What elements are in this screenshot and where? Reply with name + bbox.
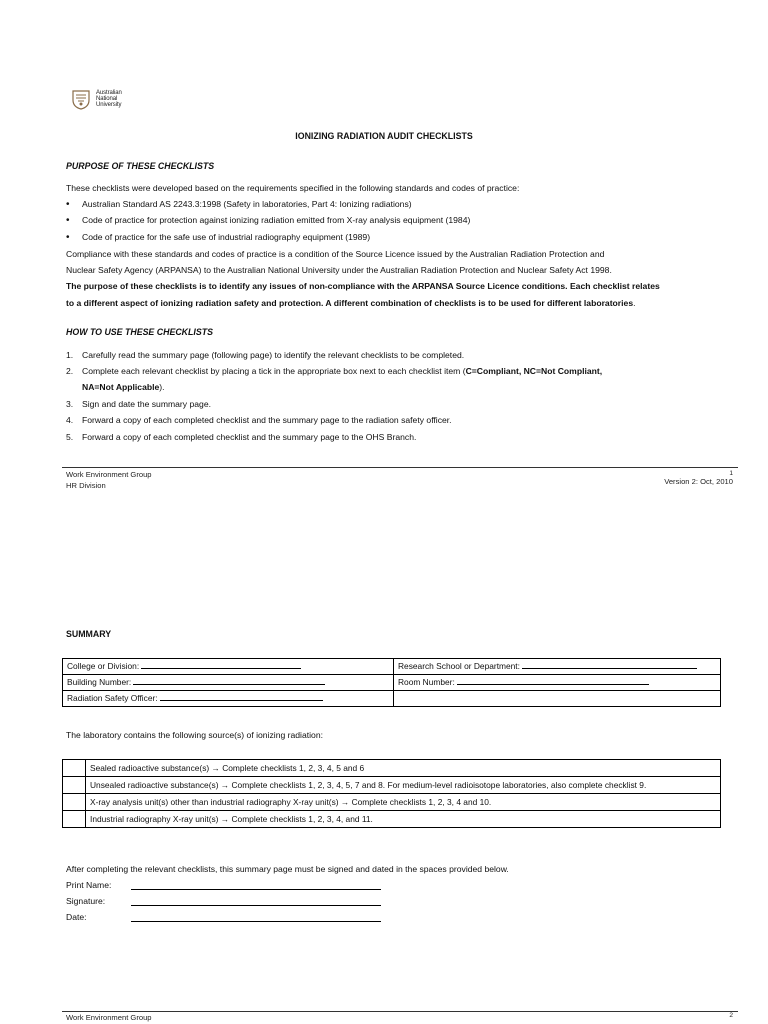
step-number: 2.: [66, 366, 74, 376]
step-number: 5.: [66, 432, 74, 442]
howto-heading: HOW TO USE THESE CHECKLISTS: [66, 327, 213, 337]
bullet-icon: •: [66, 232, 70, 243]
footer-divider: [62, 467, 738, 468]
print-name-label: Print Name:: [66, 880, 112, 890]
footer-group: Work Environment Group: [66, 470, 152, 479]
college-field[interactable]: College or Division:: [63, 659, 394, 675]
source-checkbox[interactable]: [63, 760, 86, 777]
source-desc: Unsealed radioactive substance(s) → Complete checklists 1, 2, 3, 4, 5, 7 and 8. For medium-level radioisotope laboratories, also complete checklist 9.: [86, 777, 721, 794]
step-text: Forward a copy of each completed checklist and the summary page to the OHS Branch.: [82, 432, 417, 442]
purpose-statement-line: to a different aspect of ionizing radiation safety and protection. A different combination of checklists is to be used for different laboratories.: [66, 298, 636, 308]
research-school-field[interactable]: Research School or Department:: [394, 659, 721, 675]
source-desc: X-ray analysis unit(s) other than industrial radiography X-ray unit(s) → Complete checklists 1, 2, 3, 4 and 10.: [86, 794, 721, 811]
sources-intro: The laboratory contains the following source(s) of ionizing radiation:: [66, 730, 323, 740]
footer-version: Version 2: Oct, 2010: [664, 477, 733, 486]
source-checkbox[interactable]: [63, 794, 86, 811]
footer-group: Work Environment Group: [66, 1013, 152, 1022]
signoff-intro: After completing the relevant checklists, this summary page must be signed and dated in the spaces provided below.: [66, 864, 509, 874]
footer-page-number: 2: [729, 1012, 733, 1019]
signature-label: Signature:: [66, 896, 106, 906]
crest-icon: [70, 88, 92, 110]
building-field[interactable]: Building Number:: [63, 675, 394, 691]
lab-details-table: [62, 658, 721, 707]
summary-heading: SUMMARY: [66, 629, 112, 639]
source-desc: Industrial radiography X-ray unit(s) → Complete checklists 1, 2, 3, 4, and 11.: [86, 811, 721, 828]
step-text-cont: NA=Not Applicable).: [82, 382, 165, 392]
step-text: Carefully read the summary page (following page) to identify the relevant checklists to be completed.: [82, 350, 465, 360]
room-field[interactable]: Room Number:: [394, 675, 721, 691]
step-number: 4.: [66, 415, 74, 425]
source-desc: Sealed radioactive substance(s) → Complete checklists 1, 2, 3, 4, 5 and 6: [86, 760, 721, 777]
university-logo: [70, 88, 122, 110]
signature-line[interactable]: [131, 905, 381, 906]
empty-cell: [394, 691, 721, 707]
standard-item: Australian Standard AS 2243.3:1998 (Safety in laboratories, Part 4: Ionizing radiations): [82, 199, 412, 209]
step-text: Forward a copy of each completed checklist and the summary page to the radiation safety officer.: [82, 415, 452, 425]
document-title: IONIZING RADIATION AUDIT CHECKLISTS: [295, 131, 473, 141]
compliance-text-line: Nuclear Safety Agency (ARPANSA) to the Australian National University under the Australian Radiation Protection and Nuclear Safety Act 1998.: [66, 265, 612, 275]
footer-division: HR Division: [66, 481, 106, 490]
standard-item: Code of practice for protection against ionizing radiation emitted from X-ray analysis equipment (1984): [82, 215, 471, 225]
purpose-statement-line: The purpose of these checklists is to identify any issues of non-compliance with the ARPANSA Source Licence conditions. Each checklist relates: [66, 281, 660, 291]
logo-wordmark: Australian National University: [96, 90, 122, 108]
bullet-icon: •: [66, 199, 70, 210]
footer-divider: [62, 1011, 738, 1012]
compliance-text-line: Compliance with these standards and codes of practice is a condition of the Source Licence issued by the Australian Radiation Protection and: [66, 249, 605, 259]
step-number: 3.: [66, 399, 74, 409]
purpose-heading: PURPOSE OF THESE CHECKLISTS: [66, 161, 215, 171]
step-text: Complete each relevant checklist by placing a tick in the appropriate box next to each checklist item (C=Compliant, NC=Not Compliant,: [82, 366, 603, 376]
print-name-line[interactable]: [131, 889, 381, 890]
sources-table: [62, 759, 721, 828]
purpose-intro: These checklists were developed based on the requirements specified in the following standards and codes of practice:: [66, 183, 520, 193]
date-line[interactable]: [131, 921, 381, 922]
rso-field[interactable]: Radiation Safety Officer:: [63, 691, 394, 707]
bullet-icon: •: [66, 215, 70, 226]
date-label: Date:: [66, 912, 87, 922]
source-checkbox[interactable]: [63, 811, 86, 828]
footer-page-number: 1: [729, 470, 733, 477]
standard-item: Code of practice for the safe use of industrial radiography equipment (1989): [82, 232, 371, 242]
step-number: 1.: [66, 350, 74, 360]
step-text: Sign and date the summary page.: [82, 399, 211, 409]
source-checkbox[interactable]: [63, 777, 86, 794]
